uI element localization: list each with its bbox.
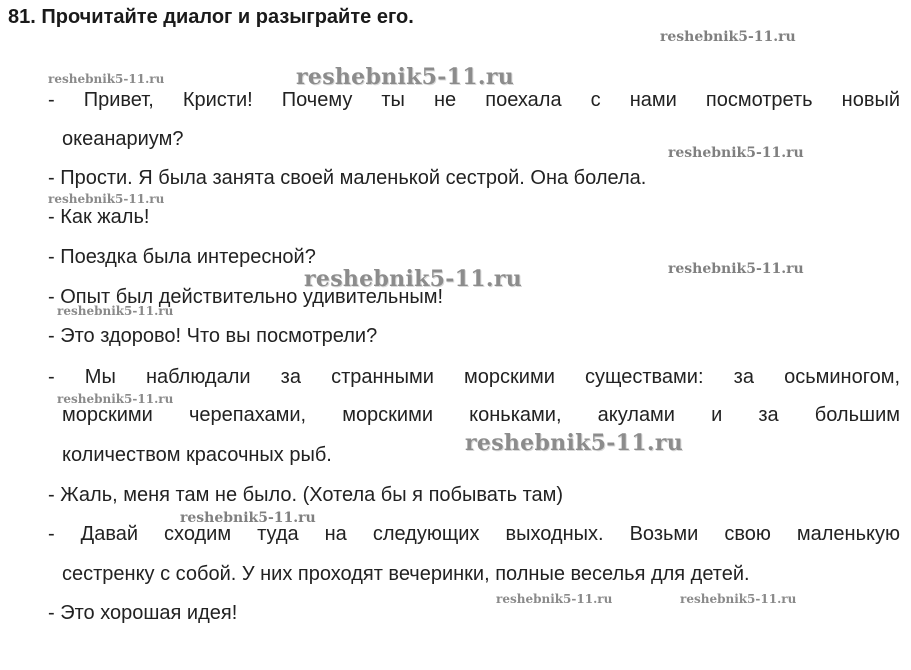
dialog-line-12: - Давай сходим туда на следующих выходных. Возьми свою маленькую — [48, 523, 900, 545]
watermark: reshebnik5-11.ru — [660, 29, 796, 45]
watermark: reshebnik5-11.ru — [48, 192, 165, 206]
watermark: reshebnik5-11.ru — [496, 592, 613, 606]
watermark: reshebnik5-11.ru — [680, 592, 797, 606]
dialog-line-4: - Как жаль! — [48, 206, 150, 228]
dialog-line-11: - Жаль, меня там не было. (Хотела бы я побывать там) — [48, 484, 564, 506]
dialog-line-9: морскими черепахами, морскими коньками, акулами и за большим — [62, 404, 900, 426]
dialog-line-13: сестренку с собой. У них проходят вечеринки, полные веселья для детей. — [62, 563, 750, 585]
dialog-line-7: - Это здорово! Что вы посмотрели? — [48, 325, 378, 347]
dialog-line-6: - Опыт был действительно удивительным! — [48, 286, 444, 308]
dialog-line-2: океанариум? — [62, 128, 184, 150]
dialog-line-3: - Прости. Я была занята своей маленькой сестрой. Она болела. — [48, 167, 647, 189]
dialog-line-14: - Это хорошая идея! — [48, 602, 238, 624]
watermark: reshebnik5-11.ru — [180, 510, 316, 526]
watermark: reshebnik5-11.ru — [48, 72, 165, 86]
watermark: reshebnik5-11.ru — [668, 145, 804, 161]
watermark: reshebnik5-11.ru — [668, 261, 804, 277]
watermark: reshebnik5-11.ru — [304, 266, 523, 292]
exercise-heading: 81. Прочитайте диалог и разыграйте его. — [8, 6, 414, 28]
watermark: reshebnik5-11.ru — [465, 430, 684, 456]
dialog-line-8: - Мы наблюдали за странными морскими существами: за осьминогом, — [48, 366, 900, 388]
watermark: reshebnik5-11.ru — [296, 64, 515, 90]
watermark: reshebnik5-11.ru — [57, 304, 174, 318]
watermark: reshebnik5-11.ru — [57, 392, 174, 406]
dialog-line-1: - Привет, Кристи! Почему ты не поехала с нами посмотреть новый — [48, 89, 900, 111]
dialog-line-5: - Поездка была интересной? — [48, 246, 316, 268]
dialog-line-10: количеством красочных рыб. — [62, 444, 332, 466]
